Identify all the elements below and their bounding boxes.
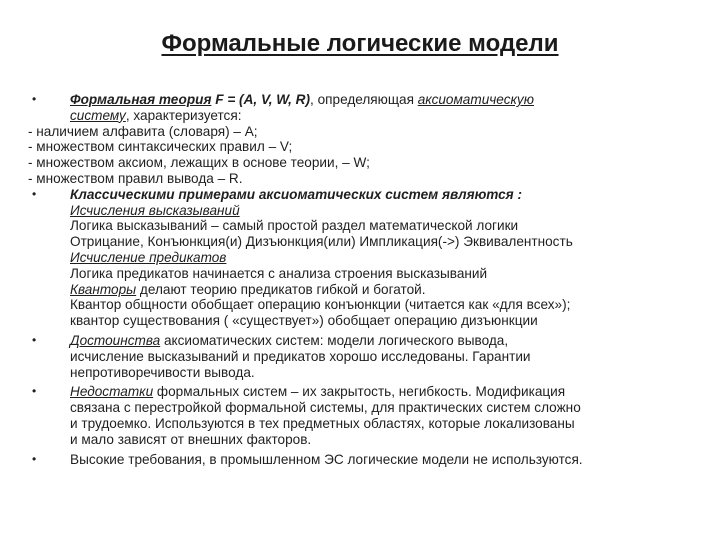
advantages-term: Достоинства	[70, 332, 161, 348]
axiomatic-term-part1: аксиоматическую	[417, 92, 534, 107]
dash-line-alphabet: - наличием алфавита (словаря) – A;	[28, 123, 258, 139]
dash-line-axioms: - множеством аксиом, лежащих в основе теории, – W;	[28, 155, 370, 171]
bullet-classic-examples	[28, 187, 696, 203]
disadvantages-line-3: и трудоемко. Используются в тех предметных областях, которые локализованы	[70, 415, 575, 431]
advantages-text: аксиоматических систем: модели логического вывода,	[160, 332, 509, 348]
bullet-marker: •	[32, 92, 37, 106]
bullet-formal-theory-cont	[28, 108, 696, 124]
classic-examples-heading: Классическими примерами аксиоматических систем являются :	[70, 186, 522, 202]
disadvantages-line-4: и мало зависят от внешних факторов.	[70, 431, 312, 447]
bullet-marker: •	[32, 186, 37, 201]
disadvantages-term: Недостатки	[70, 384, 154, 400]
bullet-formal-theory	[28, 92, 696, 108]
dash-line-inference-rules: - множеством правил вывода – R.	[28, 170, 243, 186]
calc-statements-heading	[28, 203, 696, 219]
advantages-line-3: непротиворечивости вывода.	[70, 364, 255, 380]
calc-statements-text: Исчисления высказываний	[70, 202, 240, 218]
formal-theory-term: Формальная теория	[70, 92, 212, 107]
calc-predicates-text: Исчисление предикатов	[70, 249, 227, 265]
quantifiers-line	[28, 282, 696, 298]
propositional-logic-line: Логика высказываний – самый простой раздел математической логики	[70, 218, 519, 234]
advantages-line-2: исчисление высказываний и предикатов хорошо исследованы. Гарантии	[70, 348, 531, 364]
predicate-logic-line: Логика предикатов начинается с анализа строения высказываний	[70, 265, 488, 281]
slide-title: Формальные логические модели	[161, 30, 559, 57]
universal-quantifier-line: Квантор общности обобщает операцию конъюнкции (читается как «для всех»);	[70, 297, 571, 313]
bullet-marker: •	[32, 384, 37, 399]
existential-quantifier-line: квантор существования ( «существует») обобщает операцию дизъюнкции	[70, 313, 538, 329]
bullet-advantages	[28, 333, 696, 349]
dash-line-syntax-rules: - множеством синтаксических правил – V;	[28, 139, 293, 155]
axiomatic-term-part2: систему	[70, 107, 126, 123]
bullet-high-requirements	[28, 452, 696, 468]
formal-theory-text: , определяющая	[310, 92, 418, 107]
bullet-disadvantages	[28, 384, 696, 400]
formal-theory-characterized: , характеризуется:	[125, 107, 242, 123]
disadvantages-line-2: связана с перестройкой формальной системы, для практических систем сложно	[70, 400, 581, 416]
formal-theory-tuple: F = (A, V, W, R)	[211, 92, 311, 107]
logical-operations-line: Отрицание, Конъюнкция(и) Дизъюнкция(или) Импликация(->) Эквивалентность	[70, 234, 573, 250]
bullet-marker: •	[32, 451, 37, 466]
quantifiers-term: Кванторы	[70, 281, 137, 297]
slide-body	[28, 92, 696, 467]
bullet-marker: •	[32, 332, 37, 347]
quantifiers-text: делают теорию предикатов гибкой и богатой.	[136, 281, 426, 297]
disadvantages-text: формальных систем – их закрытость, негибкость. Модификация	[153, 384, 566, 400]
high-requirements-text: Высокие требования, в промышленном ЭС логические модели не используются.	[70, 451, 583, 467]
calc-predicates-heading	[28, 250, 696, 266]
